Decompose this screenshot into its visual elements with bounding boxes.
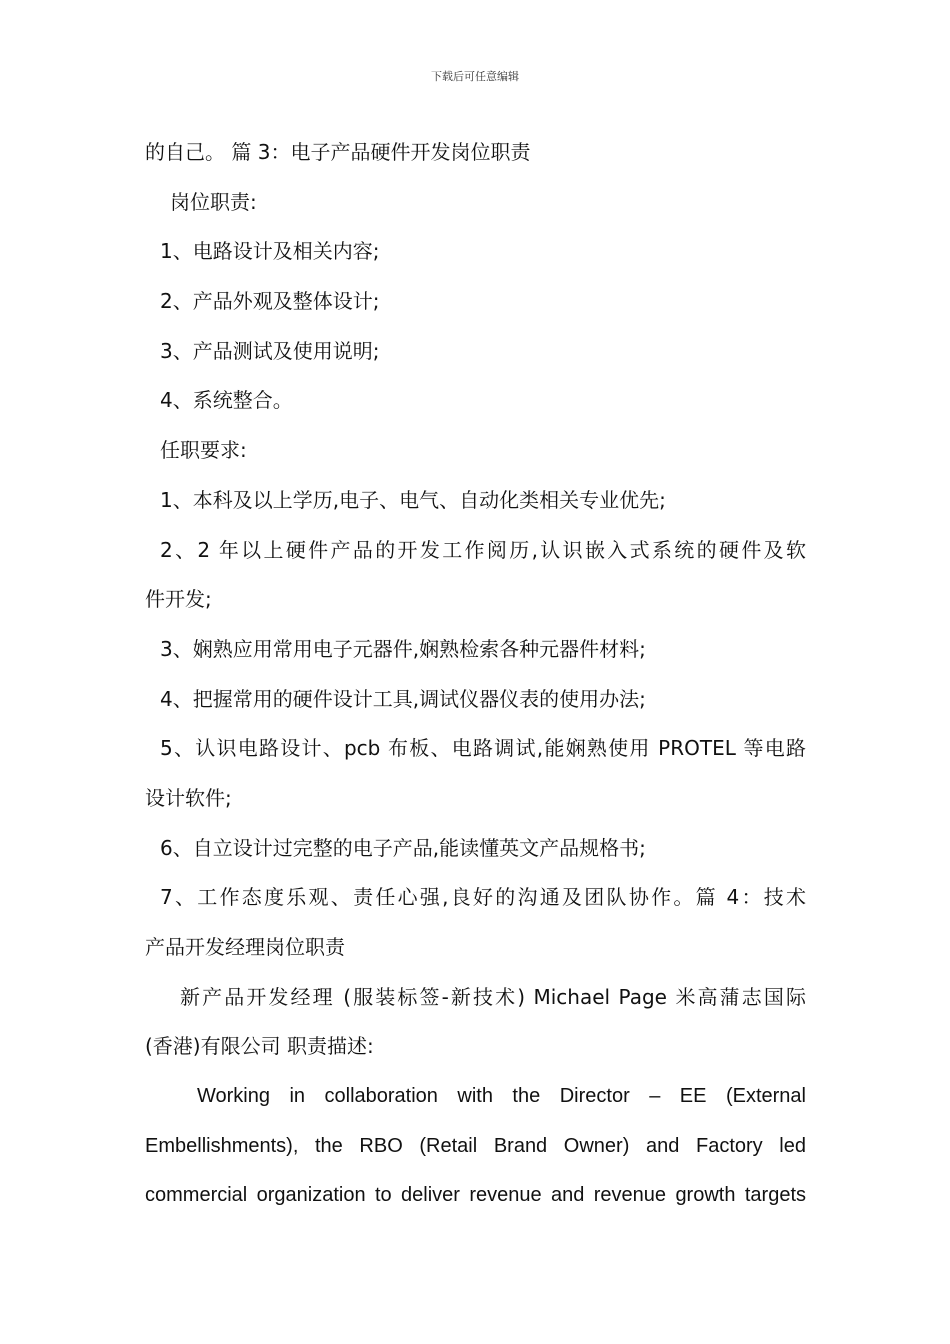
list-item: 6、自立设计过完整的电子产品,能读懂英文产品规格书;	[160, 835, 646, 860]
list-item: 2、产品外观及整体设计;	[160, 289, 380, 314]
list-item-continuation: 件开发;	[145, 587, 212, 612]
list-item: 5、认识电路设计、pcb 布板、电路调试,能娴熟使用 PROTEL 等电路	[160, 736, 806, 761]
list-item: 1、本科及以上学历,电子、电气、自动化类相关专业优先;	[160, 487, 666, 512]
list-item-continuation: 产品开发经理岗位职责	[145, 935, 345, 959]
document-body	[145, 128, 806, 1221]
list-item: 7、工作态度乐观、责任心强,良好的沟通及团队协作。篇 4：技术	[160, 885, 806, 910]
list-item: 4、把握常用的硬件设计工具,调试仪器仪表的使用办法;	[160, 686, 646, 711]
section-heading-requirements: 任职要求:	[160, 438, 247, 463]
text-line: 新产品开发经理 (服装标签-新技术) Michael Page 米高蒲志国际	[180, 984, 806, 1009]
english-paragraph-line: Working in collaboration with the Director – EE (External	[197, 1085, 806, 1108]
english-paragraph-line: commercial organization to deliver revenue and revenue growth targets	[145, 1184, 806, 1207]
english-paragraph-line: Embellishments), the RBO (Retail Brand Owner) and Factory led	[145, 1134, 806, 1157]
page-header: 下载后可任意编辑	[431, 70, 519, 83]
text-line: (香港)有限公司 职责描述:	[145, 1034, 374, 1059]
text-line: 的自己。 篇 3：电子产品硬件开发岗位职责	[145, 140, 531, 164]
list-item: 3、娴熟应用常用电子元器件,娴熟检索各种元器件材料;	[160, 636, 646, 661]
list-item: 3、产品测试及使用说明;	[160, 338, 380, 363]
list-item: 4、系统整合。	[160, 388, 293, 413]
list-item: 2、2 年以上硬件产品的开发工作阅历,认识嵌入式系统的硬件及软	[160, 537, 806, 562]
list-item: 1、电路设计及相关内容;	[160, 239, 380, 264]
section-heading-duties: 岗位职责:	[170, 189, 257, 214]
list-item-continuation: 设计软件;	[145, 785, 232, 810]
